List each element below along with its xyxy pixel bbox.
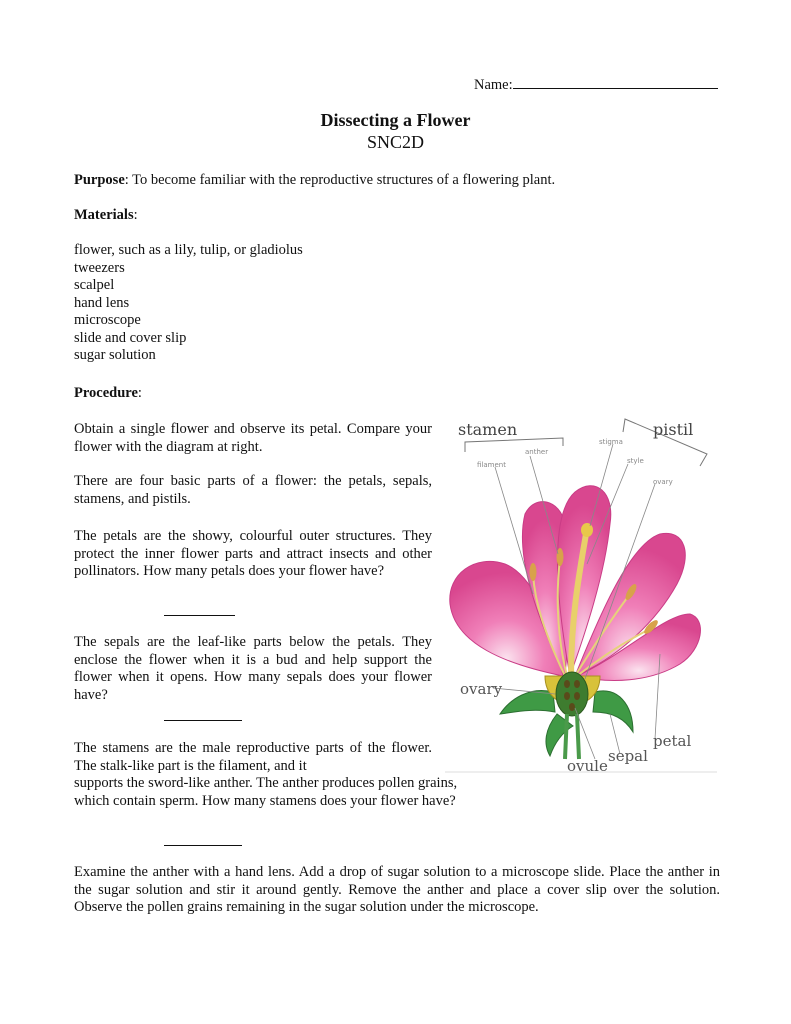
name-field <box>474 74 718 95</box>
label-pistil: pistil <box>653 420 694 439</box>
sepals-answer-blank <box>164 720 242 721</box>
purpose-paragraph <box>74 172 555 190</box>
procedure-heading: Procedure: <box>74 385 142 401</box>
stigma <box>581 523 593 537</box>
label-filament: filament <box>477 461 506 469</box>
label-ovary-small: ovary <box>653 478 673 486</box>
label-ovary: ovary <box>460 680 503 698</box>
petals-answer-blank <box>164 615 235 616</box>
label-stigma: stigma <box>599 438 623 446</box>
name-blank-line <box>513 74 718 89</box>
label-sepal: sepal <box>608 747 648 765</box>
procedure-label: Procedure <box>74 385 138 401</box>
list-item: tweezers <box>74 259 125 276</box>
name-label: Name: <box>474 77 513 93</box>
purpose-text: : To become familiar with the reproductive structures of a flowering plant. <box>124 172 556 188</box>
list-item: hand lens <box>74 294 130 311</box>
course-code: SNC2D <box>366 132 424 152</box>
label-anther: anther <box>525 448 549 456</box>
list-item: microscope <box>74 312 141 328</box>
procedure-step-observe: Obtain a single flower and observe its petal. Compare your flower with the diagram at right. <box>74 421 432 455</box>
list-item: scalpel <box>74 277 115 293</box>
procedure-step-petals: The petals are the showy, colourful outer structures. They protect the inner flower parts and attract insects and other pollinators. How many petals does your flower have? <box>74 528 432 579</box>
list-item: slide and cover slip <box>74 329 187 346</box>
materials-heading: Materials: <box>74 207 138 223</box>
stamens-answer-blank <box>164 845 242 846</box>
procedure-step-pollen: Examine the anther with a hand lens. Add a drop of sugar solution to a microscope slide. Place the anther in the sugar solution and stir it around gently. Remove the anther and place a cover slip over the solution. Observe the pollen grains remaining in the sugar solution under the microscope. <box>74 864 720 915</box>
flower-diagram <box>445 414 717 776</box>
label-stamen: stamen <box>458 420 518 439</box>
procedure-step-stamens: The stamens are the male reproductive parts of the flower. The stalk-like part is the filament, and it <box>74 740 432 774</box>
list-item: sugar solution <box>74 347 156 363</box>
label-ovule: ovule <box>567 757 608 775</box>
procedure-step-stamens-cont: supports the sword-like anther. The anther produces pollen grains, which contain sperm. How many stamens does your flower have? <box>74 775 458 809</box>
materials-label: Materials <box>74 207 134 223</box>
page-title: Dissecting a Flower <box>320 110 471 130</box>
label-petal: petal <box>653 732 692 750</box>
label-style: style <box>627 457 644 465</box>
procedure-step-sepals: The sepals are the leaf-like parts below the petals. They enclose the flower when it is a bud and help support the flower when it opens. How many sepals does your flower have? <box>74 634 432 703</box>
list-item: flower, such as a lily, tulip, or gladiolus <box>74 242 303 258</box>
procedure-step-parts: There are four basic parts of a flower: the petals, sepals, stamens, and pistils. <box>74 473 432 507</box>
purpose-label: Purpose <box>74 172 125 188</box>
materials-list <box>74 242 303 365</box>
